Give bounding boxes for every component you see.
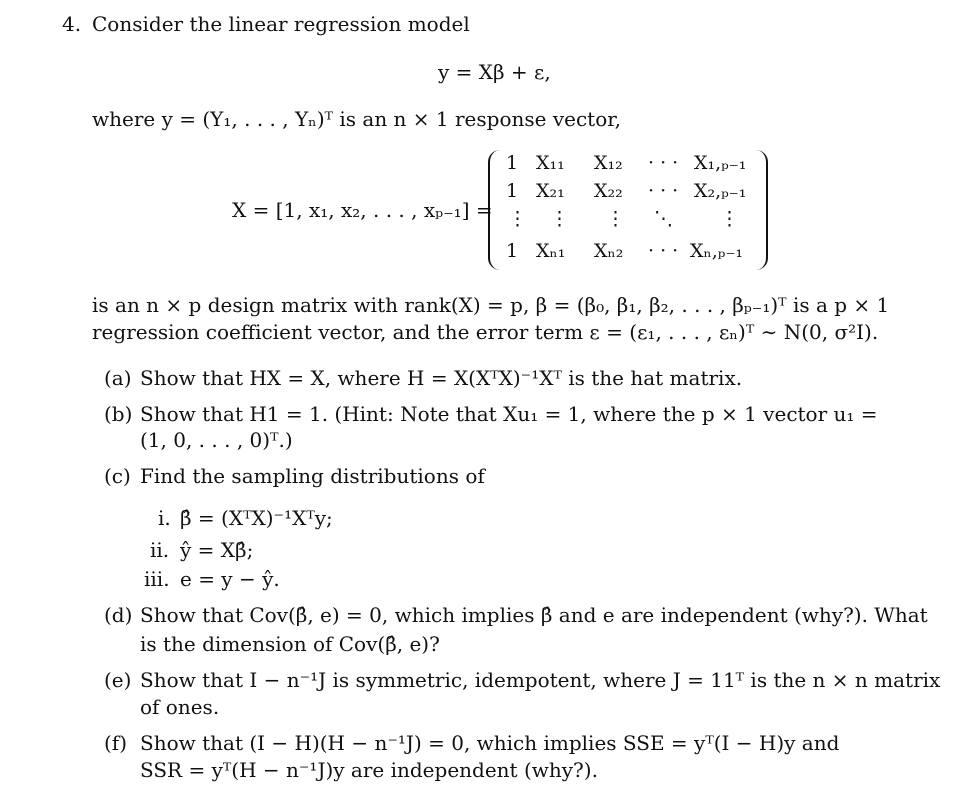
part-a-label: (a)	[104, 366, 132, 390]
part-e-line1: Show that I − n⁻¹J is symmetric, idempotent, where J = 11ᵀ is the n × n matrix	[140, 668, 941, 692]
part-c-label: (c)	[104, 464, 131, 488]
matrix-cell: 1	[506, 180, 519, 202]
part-c-ii-text: ŷ = Xβ̂;	[180, 538, 254, 562]
part-c-ii-label: ii.	[150, 538, 170, 562]
response-vector-line: where y = (Y₁, . . . , Yₙ)ᵀ is an n × 1 response vector,	[92, 107, 621, 131]
matrix-cell: Xₙ,ₚ₋₁	[690, 240, 744, 262]
part-d-line2: is the dimension of Cov(β̂, e)?	[140, 632, 440, 656]
matrix-cell: ⋮	[720, 208, 739, 230]
matrix-cell: · · ·	[648, 152, 679, 174]
part-a-text: Show that HX = X, where H = X(XᵀX)⁻¹Xᵀ is the hat matrix.	[140, 366, 743, 390]
part-e-label: (e)	[104, 668, 132, 692]
matrix-cell: 1	[506, 152, 519, 174]
matrix-cell: ⋱	[654, 208, 673, 230]
design-matrix-lhs: X = [1, x₁, x₂, . . . , xₚ₋₁] =	[232, 198, 493, 222]
part-c-iii-text: e = y − ŷ.	[180, 567, 280, 591]
matrix-cell: ⋮	[508, 208, 527, 230]
matrix-cell: · · ·	[648, 180, 679, 202]
matrix-cell: · · ·	[648, 240, 679, 262]
part-e-line2: of ones.	[140, 695, 220, 719]
part-c-iii-label: iii.	[144, 567, 170, 591]
matrix-cell: X₂₁	[536, 180, 565, 202]
design-matrix	[488, 150, 768, 270]
part-c-i-text: β̂ = (XᵀX)⁻¹Xᵀy;	[180, 506, 333, 530]
part-f-label: (f)	[104, 731, 128, 755]
problem-intro: Consider the linear regression model	[92, 12, 470, 36]
part-c-i-label: i.	[158, 506, 171, 530]
matrix-cell: X₂,ₚ₋₁	[694, 180, 747, 202]
matrix-cell: Xₙ₂	[594, 240, 624, 262]
matrix-cell: X₁,ₚ₋₁	[694, 152, 747, 174]
matrix-cell: ⋮	[606, 208, 625, 230]
matrix-cell: ⋮	[550, 208, 569, 230]
design-description-line1: is an n × p design matrix with rank(X) = p, β = (β₀, β₁, β₂, . . . , βₚ₋₁)ᵀ is a p × 1	[92, 293, 890, 317]
matrix-cell: X₂₂	[594, 180, 623, 202]
left-paren	[488, 150, 502, 270]
matrix-cell: X₁₂	[594, 152, 623, 174]
model-equation: y = Xβ + ε,	[438, 60, 551, 84]
problem-number: 4.	[62, 12, 82, 36]
part-b-line1: Show that H1 = 1. (Hint: Note that Xu₁ = 1, where the p × 1 vector u₁ =	[140, 402, 878, 426]
design-description-line2: regression coefficient vector, and the error term ε = (ε₁, . . . , εₙ)ᵀ ∼ N(0, σ²I).	[92, 320, 879, 344]
part-f-line1: Show that (I − H)(H − n⁻¹J) = 0, which implies SSE = yᵀ(I − H)y and	[140, 731, 840, 755]
matrix-cell: Xₙ₁	[536, 240, 566, 262]
right-paren	[754, 150, 768, 270]
part-b-label: (b)	[104, 402, 133, 426]
part-d-label: (d)	[104, 603, 133, 627]
part-c-text: Find the sampling distributions of	[140, 464, 485, 488]
matrix-cell: 1	[506, 240, 519, 262]
part-b-line2: (1, 0, . . . , 0)ᵀ.)	[140, 428, 293, 452]
matrix-cell: X₁₁	[536, 152, 565, 174]
part-d-line1: Show that Cov(β̂, e) = 0, which implies β̂ and e are independent (why?). What	[140, 603, 928, 627]
part-f-line2: SSR = yᵀ(H − n⁻¹J)y are independent (why?).	[140, 758, 598, 782]
